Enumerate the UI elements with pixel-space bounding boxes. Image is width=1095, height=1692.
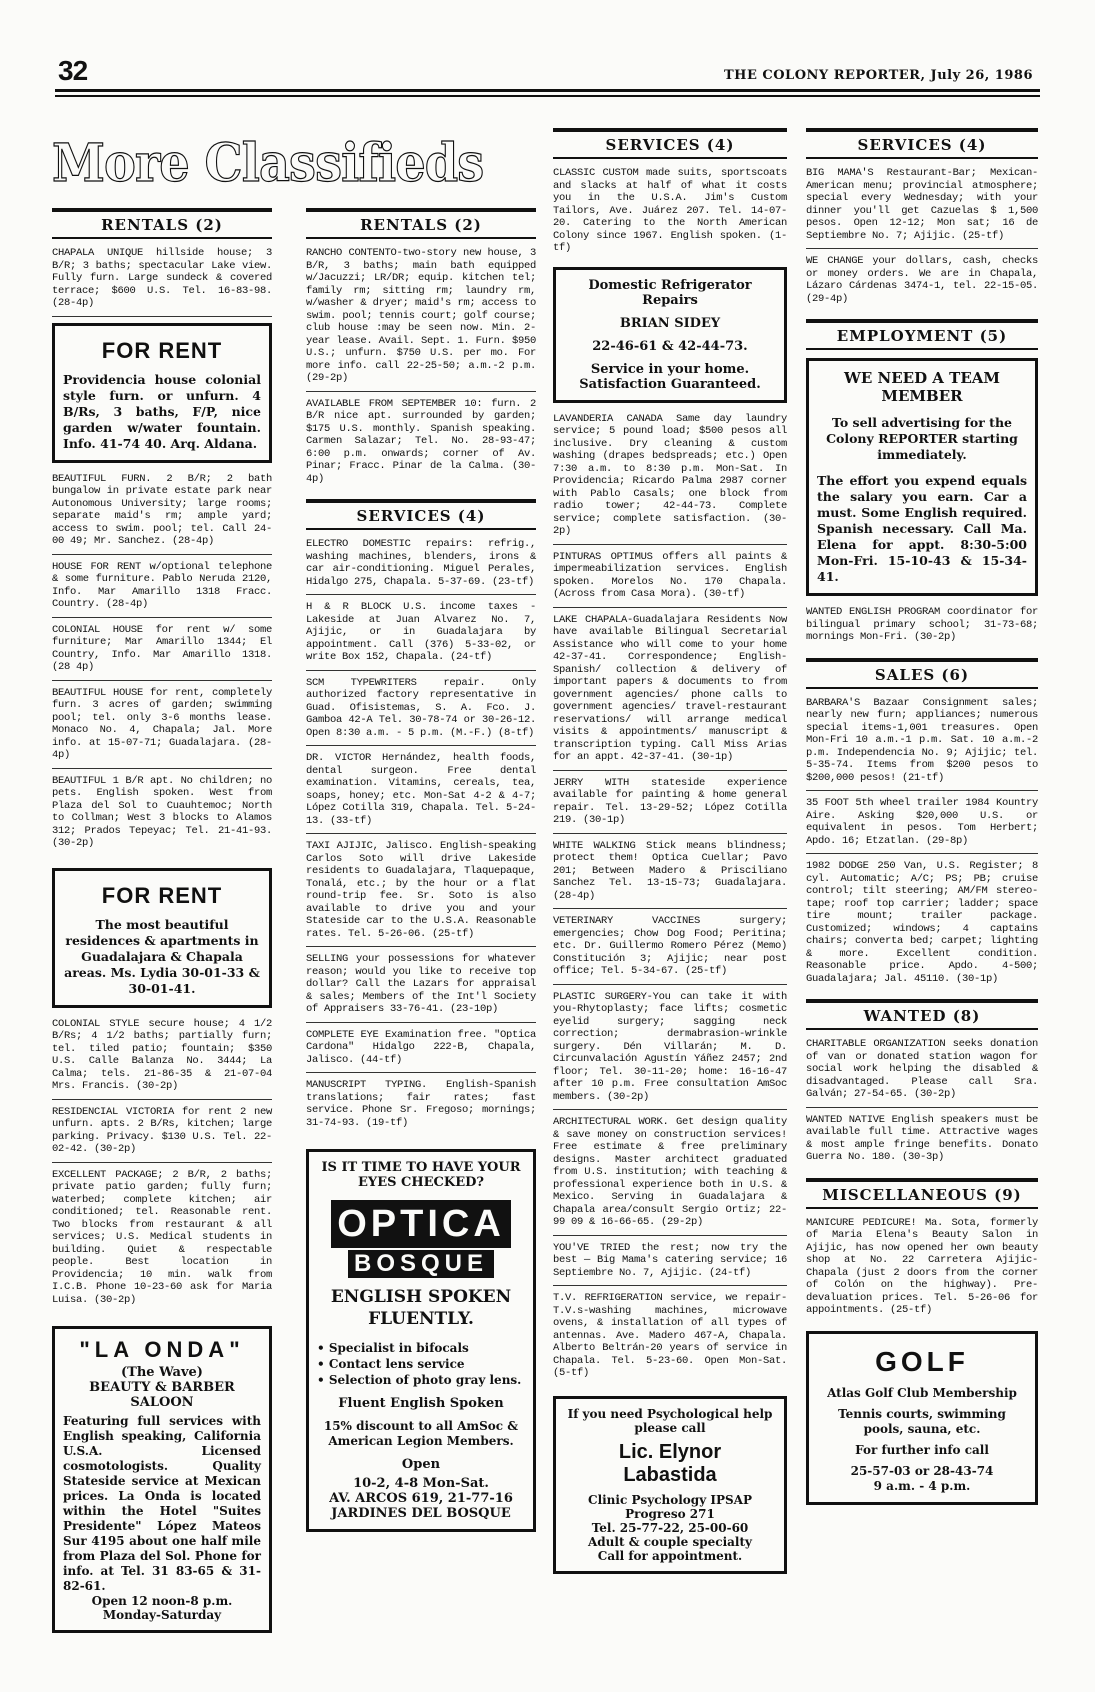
box-name: Lic. Elynor bbox=[618, 1440, 722, 1463]
classified-ad: BEAUTIFUL FURN. 2 B/R; 2 bath bungalow in private estate park near Autonomous University; large rooms; separate maid's rm; ample yard; access to swim. pool; tel. Call 24-00 49; Mr. Sanchez. (28-4p) bbox=[52, 473, 272, 555]
optica-place: JARDINES DEL BOSQUE bbox=[331, 1506, 511, 1521]
classified-ad: RANCHO CONTENTO-two-story new house, 3 B/R, 3 baths; main bath equipped w/Jacuzzi; LR/DR; equip. kitchen tel; family rm; sitting rm; laundry rm, w/washer & dryer; maid's rm; access to swim. pool; tennis court; golf course; club house :may be seen now. Min. 2-year lease. Avail. Sept. 1. Furn. $950 U.S.; unfurn. $750 U.S. per mo. For more info. call 22-25-50; a.m.-2 p.m. (29-2p) bbox=[306, 247, 536, 392]
services-header: SERVICES (4) bbox=[553, 128, 787, 159]
refrigerator-repair-box bbox=[553, 267, 787, 403]
optica-fluent: Fluent English Spoken bbox=[338, 1396, 504, 1411]
box-phone: 25-57-03 or 28-43-74 bbox=[850, 1463, 994, 1478]
optica-bullet: • Selection of photo gray lens. bbox=[317, 1373, 522, 1387]
classified-ad: CLASSIC CUSTOM made suits, sportscoats and slacks at half of what it costs you in the U.S.A. Jim's Custom Tailors, Ave. Juárez 207. Tel. 14-07-20. Catering to the North American Colony since 1967. English spoken. (1-tf) bbox=[553, 167, 787, 254]
optica-headline: IS IT TIME TO HAVE YOUR EYES CHECKED? bbox=[321, 1160, 521, 1190]
box-heading: If you need Psychological help please call bbox=[567, 1406, 773, 1435]
services-header: SERVICES (4) bbox=[806, 128, 1038, 159]
classified-ad: PINTURAS OPTIMUS offers all paints & impermeabilization services. English spoken. Morelos No. 170 Chapala. (Across from Casa Mora). (30-tf) bbox=[553, 551, 787, 608]
box-text: Featuring full services with English speaking, California U.S.A. Licensed cosmotologists. Quality Stateside service at Mexican prices. La Onda is located within the Hotel "Suites Presidente" López Mateos Sur 4195 about one half mile from Plaza del Sol. Phone for info. at Tel. 31 83-65 & 31-82-61. bbox=[63, 1414, 261, 1593]
masthead: THE COLONY REPORTER, July 26, 1986 bbox=[724, 68, 1033, 83]
box-text: Adult & couple specialty bbox=[587, 1534, 752, 1549]
column-2 bbox=[306, 200, 536, 1542]
classified-ad: WANTED NATIVE English speakers must be available full time. Attractive wages & most ample fringe benefits. Donato Guerra No. 180. (30-3p) bbox=[806, 1113, 1038, 1163]
sales-header: SALES (6) bbox=[806, 658, 1038, 689]
box-text: Service in your home. Satisfaction Guaranteed. bbox=[579, 361, 761, 392]
classified-ad: YOU'VE TRIED the rest; now try the best — Big Mama's catering service; 16 Septiembre No. 7, Ajijic. (24-tf) bbox=[553, 1242, 787, 1287]
classified-ad: SCM TYPEWRITERS repair. Only authorized factory representative in Guad. Ofisistemas, S. A. Fco. J. Gamboa 42-A Tel. 30-78-74 or 30-26-12. Open 8:30 a.m. - 5 p.m. (M.-F.) (8-tf) bbox=[306, 677, 536, 747]
classified-ad: BEAUTIFUL HOUSE for rent, completely furn. 3 acres of garden; swimming pool; tel. only 3-6 months lease. Monaco No. 4, Chapala; Jal. More info. at 15-07-71; Guadalajara. (28-4p) bbox=[52, 687, 272, 769]
classified-ad: ELECTRO DOMESTIC repairs: refrig., washing machines, blenders, irons & car air-conditioning. Miguel Perales, Hidalgo 275, Chapala. 5-37-69. (23-tf) bbox=[306, 538, 536, 595]
box-phone: Tel. 25-77-22, 25-00-60 bbox=[591, 1520, 749, 1535]
rentals-header: RENTALS (2) bbox=[52, 208, 272, 239]
box-subtitle-2: BEAUTY & BARBER SALOON bbox=[89, 1380, 235, 1410]
classified-ad: BARBARA'S Bazaar Consignment sales; nearly new furn; appliances; numerous special items-1,001 treasures. Open Mon-Fri 10 a.m.-1 p.m. Sat. 10 a.m.-2 p.m. Independencia No. 9; Ajijic; tel. 5-35-74. Items from $200 pesos to $200,000 pesos! (21-tf) bbox=[806, 697, 1038, 792]
box-text: Call for appointment. bbox=[597, 1548, 743, 1563]
classified-ad: H & R BLOCK U.S. income taxes - Lakeside at Juan Alvarez No. 7, Ajijic, or in Guadalajara by appointment. Call (376) 5-33-02, or write Box 152, Chapala. (24-tf) bbox=[306, 601, 536, 671]
box-text: For further info call bbox=[855, 1442, 989, 1457]
employment-header: EMPLOYMENT (5) bbox=[806, 319, 1038, 350]
classified-ad: COLONIAL STYLE secure house; 4 1/2 B/Rs; 4 1/2 baths; partially furn; tel. tiled patio; fountain; $350 U.S. Calle Balanza No. 3444; La Calma; tels. 21-86-35 & 21-07-04 Mrs. Francis. (30-2p) bbox=[52, 1018, 272, 1100]
classified-ad: BIG MAMA'S Restaurant-Bar; Mexican-American menu; provincial atmosphere; special every Wednesday; with your dinner you'll get Cazuelas $ 1,500 pesos. Open 12-12; Mon sat; 16 de Septiembre No. 7; Ajijic. (25-tf) bbox=[806, 167, 1038, 249]
classified-ad: 35 FOOT 5th wheel trailer 1984 Kountry Aire. Asking $20,000 U.S. or equivalent in pesos. Tom Herbert; Apdo. 16; Etzatlan. (29-8p) bbox=[806, 797, 1038, 854]
classified-ad: T.V. REFRIGERATION service, we repair-T.V.s-washing machines, microwave ovens, & installation of all types of antennas. Ave. Madero 467-A, Chapala. Alberto Beltrán-20 years of service in Chapala. Tel. 5-23-60. Open Mon-Sat. (5-tf) bbox=[553, 1292, 787, 1379]
box-heading: WE NEED A TEAM MEMBER bbox=[843, 369, 1000, 405]
classified-ad: COLONIAL HOUSE for rent w/ some furniture; Mar Amarillo 1344; El Country, Info. Mar Amarillo 1318. (28 4p) bbox=[52, 624, 272, 681]
box-days: Monday-Saturday bbox=[102, 1608, 222, 1622]
for-rent-box bbox=[52, 323, 272, 463]
classified-ad: BEAUTIFUL 1 B/R apt. No children; no pets. English spoken. West from Plaza del Sol to Cuauhtemoc; North to Collman; West 3 blocks to Alamos 312; Prados Tepeyac; Tel. 21-41-93. (30-2p) bbox=[52, 774, 272, 849]
optica-hours: 10-2, 4-8 Mon-Sat. bbox=[353, 1476, 489, 1491]
page-title: More Classifieds bbox=[52, 133, 484, 194]
classified-ad: HOUSE FOR RENT w/optional telephone & some furniture. Pablo Neruda 2120, Info. Mar Amarillo 1318 Fracc. Country. (28-4p) bbox=[52, 561, 272, 618]
classified-ad: WHITE WALKING Stick means blindness; protect them! Optica Cuellar; Pavo 201; Between Madero & Prisciliano Sanchez Tel. 13-15-73; Guadalajara. (28-4p) bbox=[553, 840, 787, 910]
box-heading: Domestic Refrigerator Repairs bbox=[588, 277, 752, 308]
box-heading: "LA ONDA" bbox=[79, 1337, 245, 1362]
box-hours: Open 12 noon-8 p.m. bbox=[91, 1594, 233, 1608]
miscellaneous-header: MISCELLANEOUS (9) bbox=[806, 1178, 1038, 1209]
classified-ad: RESIDENCIAL VICTORIA for rent 2 new unfurn. apts. 2 B/Rs, kitchen; large parking. Privacy. $130 U.S. Tel. 22-02-42. (30-2p) bbox=[52, 1106, 272, 1163]
classified-ad: VETERINARY VACCINES surgery; emergencies; Chow Dog Food; Peritina; etc. Dr. Guillermo Romero Pérez (Memo) Constitución 3; Ajijic; near post office; Tel. 5-34-67. (25-tf) bbox=[553, 915, 787, 985]
wanted-header: WANTED (8) bbox=[806, 999, 1038, 1030]
classified-ad: CHAPALA UNIQUE hillside house; 3 B/R; 3 baths; spectacular Lake view. Fully furn. Large sundeck & covered terrace; $600 U.S. Tel. 16-83-98. (28-4p) bbox=[52, 247, 272, 317]
services-header: SERVICES (4) bbox=[306, 499, 536, 530]
box-name-2: Labastida bbox=[623, 1463, 717, 1486]
classified-ad: MANUSCRIPT TYPING. English-Spanish translations; fair rates; fast service. Phone Sr. Fregoso; mornings; 31-74-93. (19-tf) bbox=[306, 1079, 536, 1129]
psychology-box bbox=[553, 1396, 787, 1574]
classified-ad: SELLING your possessions for whatever reason; would you like to receive top dollar? Call the Lazars for appraisal & sales; Members of the Int'l Society of Appraisers 33-76-41. (23-10p) bbox=[306, 953, 536, 1023]
box-text: The most beautiful residences & apartments in Guadalajara & Chapala areas. Ms. Lydia 30-01-33 & 30-01-41. bbox=[64, 916, 260, 996]
classified-ad: COMPLETE EYE Examination free. "Optica Cardona" Hidalgo 222-B, Chapala, Jalisco. (44-tf) bbox=[306, 1029, 536, 1074]
optica-logo bbox=[317, 1200, 525, 1278]
optica-discount: 15% discount to all AmSoc & American Legion Members. bbox=[323, 1419, 519, 1448]
box-heading: FOR RENT bbox=[101, 337, 223, 363]
classified-ad: AVAILABLE FROM SEPTEMBER 10: furn. 2 B/R nice apt. surrounded by garden; $175 U.S. monthly. Spanish speaking. Carmen Salazar; Tel. No. 28-93-47; 6:00 p.m. onwards; corner of Av. Pinar; Fracc. Pinar de la Calma. (30-4p) bbox=[306, 397, 536, 485]
column-3 bbox=[553, 120, 787, 1584]
page-number: 32 bbox=[58, 55, 88, 86]
classified-ad: EXCELLENT PACKAGE; 2 B/R, 2 baths; private patio garden; fully furn; waterbed; complete kitchen; air conditioned; tel. Reasonable rent. Two blocks from restaurant & all services; U.S. Medical students in building. Quiet & respectable people. Best location in Providencia; 10 min. walk from I.C.B. Phone 10-23-60 ask for Maria Luisa. (30-2p) bbox=[52, 1168, 272, 1306]
golf-box bbox=[806, 1331, 1038, 1505]
classified-ad: CHARITABLE ORGANIZATION seeks donation of van or donated station wagon for social work helping the disabled & disadvantaged. Please call Sra. Galván; 27-54-65. (30-2p) bbox=[806, 1038, 1038, 1108]
box-heading: GOLF bbox=[875, 1345, 969, 1377]
optica-bullet: • Contact lens service bbox=[317, 1357, 465, 1371]
box-text-2: The effort you expend equals the salary you earn. Car a must. Some English required. Spanish necessary. Call Ma. Elena for appt. 8:30-5:00 Mon-Fri. 15-10-43 & 15-34-41. bbox=[817, 473, 1027, 584]
classified-ad: WANTED ENGLISH PROGRAM coordinator for bilingual primary school; 31-73-68; mornings Mon-Fri. (30-2p) bbox=[806, 606, 1038, 643]
classified-ad: ARCHITECTURAL WORK. Get design quality & save money on construction services! Free estimate & free preliminary designs. Master architect graduated from U.S. institution; with teaching & professional experience both in U.S. & Mexico. Serving in Guadalajara & Chapala area/consult Sergio Ortiz; 22-99 09 & 16-66-65. (29-2p) bbox=[553, 1116, 787, 1236]
classified-ad: PLASTIC SURGERY-You can take it with you-Rhytoplasty; face lifts; cosmetic eyelid surgery; sagging neck correction; dermabrasion-wrinkle surgery. Dén Villarán; M. D. Circunvalación Agustín Yáñez 2457; 2nd floor; Tel. 30-11-20; home: 16-16-47 after 10 p.m. Free consultation AmSoc members. (30-2p) bbox=[553, 991, 787, 1111]
box-text: Atlas Golf Club Membership bbox=[827, 1385, 1017, 1400]
column-4 bbox=[806, 120, 1038, 1515]
rentals-header: RENTALS (2) bbox=[306, 208, 536, 239]
box-text: To sell advertising for the Colony REPORTER starting immediately. bbox=[826, 415, 1018, 462]
classified-ad: LAVANDERIA CANADA Same day laundry service; 5 pound load; $500 pesos all inclusive. Dry cleaning & custom washing (drapes bedspreads; etc.) Open 7:30 a.m. to 8:30 p.m. Mon-Sat. In Providencia; Ricardo Palma 2987 corner with Pablo Casals; one block from radio tower; 42-44-73. Complete service; complete satisfaction. (30-2p) bbox=[553, 413, 787, 545]
for-rent-box-2 bbox=[52, 868, 272, 1008]
optica-address: AV. ARCOS 619, 21-77-16 bbox=[329, 1491, 513, 1506]
optica-bullet: • Specialist in bifocals bbox=[317, 1341, 469, 1355]
box-hours: 9 a.m. - 4 p.m. bbox=[873, 1478, 971, 1493]
classified-ad: 1982 DODGE 250 Van, U.S. Register; 8 cyl. Automatic; A/C; PS; PB; cruise control; tilt steering; AM/FM stereo-tape; roof top carrier; ladder; space tire mount; trailer package. Customized; windows; 4 captains chairs; converta bed; carpet; lighting & more. Excellent condition. Reasonable price. Apdo. 4-500; Guadalajara; Jal. 45110. (30-1p) bbox=[806, 860, 1038, 985]
bosque-logo-text: BOSQUE bbox=[348, 1250, 494, 1278]
la-onda-box bbox=[52, 1326, 272, 1633]
box-phone: 22-46-61 & 42-44-73. bbox=[592, 338, 748, 354]
box-text: Progreso 271 bbox=[625, 1506, 715, 1521]
classified-ad: WE CHANGE your dollars, cash, checks or money orders. We are in Chapala, Lázaro Cárdenas 3474-1, tel. 22-15-05. (29-4p) bbox=[806, 255, 1038, 305]
box-text: Clinic Psychology IPSAP bbox=[588, 1492, 752, 1507]
top-rule bbox=[55, 89, 1040, 92]
optica-logo-text: OPTICA bbox=[331, 1200, 511, 1248]
team-member-box bbox=[806, 358, 1038, 596]
optica-open: Open bbox=[401, 1457, 441, 1472]
classified-ad: TAXI AJIJIC, Jalisco. English-speaking Carlos Soto will drive Lakeside residents to Guadalajara, Tlaquepaque, Tonalá, etc.; by the hour or a flat round-trip fee. Sr. Soto is also available to drive you and your Stateside car to the U.S.A. Reasonable rates. Tel. 5-26-06. (25-tf) bbox=[306, 840, 536, 947]
top-rule-2 bbox=[55, 95, 1040, 97]
classified-ad: JERRY WITH stateside experience available for painting & home general repair. Tel. 13-29-52; López Cotilla 219. (30-1p) bbox=[553, 777, 787, 834]
optica-english: ENGLISH SPOKEN FLUENTLY. bbox=[330, 1287, 512, 1329]
box-name: BRIAN SIDEY bbox=[619, 315, 721, 331]
optica-bosque-ad bbox=[306, 1149, 536, 1532]
box-text: Tennis courts, swimming pools, sauna, etc. bbox=[838, 1406, 1006, 1436]
classified-ad: MANICURE PEDICURE! Ma. Sota, formerly of Maria Elena's Beauty Salon in Ajijic, has now opened her own beauty shop at No. 22 Carretera Ajijic-Chapala (just 2 doors from the corner of Colón on the highway). Pre-devaluation prices. Tel. 5-26-06 for appointments. (25-tf) bbox=[806, 1216, 1038, 1316]
box-heading: FOR RENT bbox=[101, 882, 223, 908]
classified-ad: LAKE CHAPALA-Guadalajara Residents Now have available Bilingual Secretarial Assistance who will come to your home 42-37-41. Correspondence; English-Spanish/ collection & delivery of important papers & documents to from government agencies/ phone calls to government agencies/ travel-restaurant reservations/ will arrange medical visits & appointments/ manuscript & transcription typing. Call Miss Arias for an appt. 42-37-41. (30-1p) bbox=[553, 614, 787, 771]
box-subtitle: (The Wave) bbox=[121, 1365, 203, 1380]
classified-ad: DR. VICTOR Hernández, health foods, dental surgeon. Free dental examination. Vitamins, cereals, tea, soaps, honey; etc. Mon-Sat 4-2 & 4-7; López Cotilla 319, Chapala. Tel. 5-24-13. (33-tf) bbox=[306, 752, 536, 834]
box-text: Providencia house colonial style furn. or unfurn. 4 B/Rs, 3 baths, F/P, nice garden w/water fountain. Info. 41-74 40. Arq. Aldana. bbox=[63, 371, 261, 451]
